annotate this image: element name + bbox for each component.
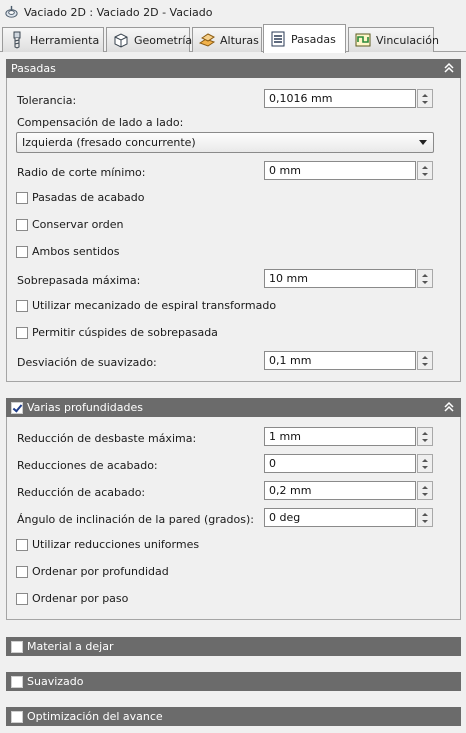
pasadas-acabado-checkbox[interactable]: Pasadas de acabado: [16, 191, 145, 204]
radio-spinner[interactable]: [417, 161, 433, 180]
checkbox-box[interactable]: [16, 327, 28, 339]
spin-up-icon[interactable]: [418, 271, 432, 279]
tab-vinculacion[interactable]: Vinculación: [348, 27, 434, 52]
spin-down-icon[interactable]: [418, 361, 432, 369]
spin-up-icon[interactable]: [418, 483, 432, 491]
tab-pasadas[interactable]: Pasadas: [263, 24, 346, 53]
collapse-chevron-icon[interactable]: [443, 401, 455, 413]
collapse-chevron-icon[interactable]: [443, 62, 455, 74]
spin-down-icon[interactable]: [418, 437, 432, 445]
reduccion-acabado-spinner[interactable]: [417, 481, 433, 500]
checkbox-box[interactable]: [16, 192, 28, 204]
desviacion-input[interactable]: 0,1 mm: [264, 351, 416, 370]
sobrepasada-input[interactable]: 10 mm: [264, 269, 416, 288]
reduccion-desbaste-label: Reducción de desbaste máxima:: [17, 432, 197, 445]
ordenar-profundidad-checkbox[interactable]: Ordenar por profundidad: [16, 565, 169, 578]
material-a-dejar-checkbox[interactable]: [11, 641, 23, 653]
section-title: Suavizado: [27, 675, 84, 688]
tab-herramienta[interactable]: Herramienta: [2, 27, 104, 52]
compensacion-select[interactable]: [16, 132, 434, 153]
reducciones-acabado-input[interactable]: 0: [264, 454, 416, 473]
spin-up-icon[interactable]: [418, 429, 432, 437]
section-header-material-a-dejar[interactable]: [6, 637, 461, 656]
window-title-bar: [0, 0, 466, 24]
desviacion-spinner[interactable]: [417, 351, 433, 370]
angulo-input[interactable]: 0 deg: [264, 508, 416, 527]
conservar-orden-checkbox[interactable]: Conservar orden: [16, 218, 123, 231]
checkbox-box[interactable]: [16, 566, 28, 578]
linking-icon: [354, 31, 372, 49]
spin-down-icon[interactable]: [418, 464, 432, 472]
cuspides-checkbox[interactable]: Permitir cúspides de sobrepasada: [16, 326, 218, 339]
section-title: Material a dejar: [27, 640, 114, 653]
reducciones-acabado-spinner[interactable]: [417, 454, 433, 473]
tolerancia-label: Tolerancia:: [17, 94, 77, 107]
section-title: Optimización del avance: [27, 710, 163, 723]
section-header-pasadas[interactable]: [6, 59, 461, 78]
checkbox-box[interactable]: [16, 539, 28, 551]
spin-up-icon[interactable]: [418, 510, 432, 518]
checkbox-box[interactable]: [16, 593, 28, 605]
reducciones-uniformes-checkbox[interactable]: Utilizar reducciones uniformes: [16, 538, 199, 551]
checkbox-box[interactable]: [16, 300, 28, 312]
dropdown-arrow-icon: [419, 140, 427, 146]
section-header-varias-profundidades[interactable]: [6, 398, 461, 417]
sobrepasada-label: Sobrepasada máxima:: [17, 274, 141, 287]
window-title: Vaciado 2D : Vaciado 2D - Vaciado: [24, 5, 213, 19]
pocket-operation-icon: [4, 5, 19, 20]
spin-down-icon[interactable]: [418, 99, 432, 107]
reducciones-acabado-label: Reducciones de acabado:: [17, 459, 158, 472]
section-body-varias-profundidades: [6, 417, 461, 620]
tab-alturas[interactable]: Alturas: [192, 27, 262, 52]
angulo-label: Ángulo de inclinación de la pared (grados):: [17, 513, 254, 526]
tolerancia-spinner[interactable]: [417, 89, 433, 108]
checkbox-box[interactable]: [16, 246, 28, 258]
radio-input[interactable]: 0 mm: [264, 161, 416, 180]
reduccion-acabado-label: Reducción de acabado:: [17, 486, 146, 499]
reduccion-desbaste-spinner[interactable]: [417, 427, 433, 446]
section-header-optimizacion-del-avance[interactable]: [6, 707, 461, 726]
checkbox-box[interactable]: [16, 219, 28, 231]
tolerancia-input[interactable]: 0,1016 mm: [264, 89, 416, 108]
passes-icon: [269, 30, 287, 48]
spin-down-icon[interactable]: [418, 279, 432, 287]
spin-down-icon[interactable]: [418, 171, 432, 179]
tab-bar: [0, 24, 466, 52]
section-title: Pasadas: [11, 62, 56, 75]
geometry-icon: [112, 31, 130, 49]
sobrepasada-spinner[interactable]: [417, 269, 433, 288]
varias-profundidades-checkbox[interactable]: [11, 402, 23, 414]
ordenar-paso-checkbox[interactable]: Ordenar por paso: [16, 592, 128, 605]
tool-icon: [8, 31, 26, 49]
optimizacion-del-avance-checkbox[interactable]: [11, 711, 23, 723]
reduccion-desbaste-input[interactable]: 1 mm: [264, 427, 416, 446]
section-title: Varias profundidades: [27, 401, 144, 414]
spin-up-icon[interactable]: [418, 456, 432, 464]
spin-up-icon[interactable]: [418, 91, 432, 99]
spin-down-icon[interactable]: [418, 491, 432, 499]
heights-icon: [198, 31, 216, 49]
espiral-checkbox[interactable]: Utilizar mecanizado de espiral transformado: [16, 299, 276, 312]
compensacion-label: Compensación de lado a lado:: [17, 116, 184, 129]
reduccion-acabado-input[interactable]: 0,2 mm: [264, 481, 416, 500]
section-header-suavizado[interactable]: [6, 672, 461, 691]
section-body-pasadas: [6, 78, 461, 382]
ambos-sentidos-checkbox[interactable]: Ambos sentidos: [16, 245, 119, 258]
radio-label: Radio de corte mínimo:: [17, 166, 146, 179]
suavizado-checkbox[interactable]: [11, 676, 23, 688]
angulo-spinner[interactable]: [417, 508, 433, 527]
spin-up-icon[interactable]: [418, 163, 432, 171]
tab-geometria[interactable]: Geometría: [106, 27, 190, 52]
desviacion-label: Desviación de suavizado:: [17, 356, 157, 369]
spin-up-icon[interactable]: [418, 353, 432, 361]
compensacion-value: Izquierda (fresado concurrente): [22, 136, 196, 149]
spin-down-icon[interactable]: [418, 518, 432, 526]
